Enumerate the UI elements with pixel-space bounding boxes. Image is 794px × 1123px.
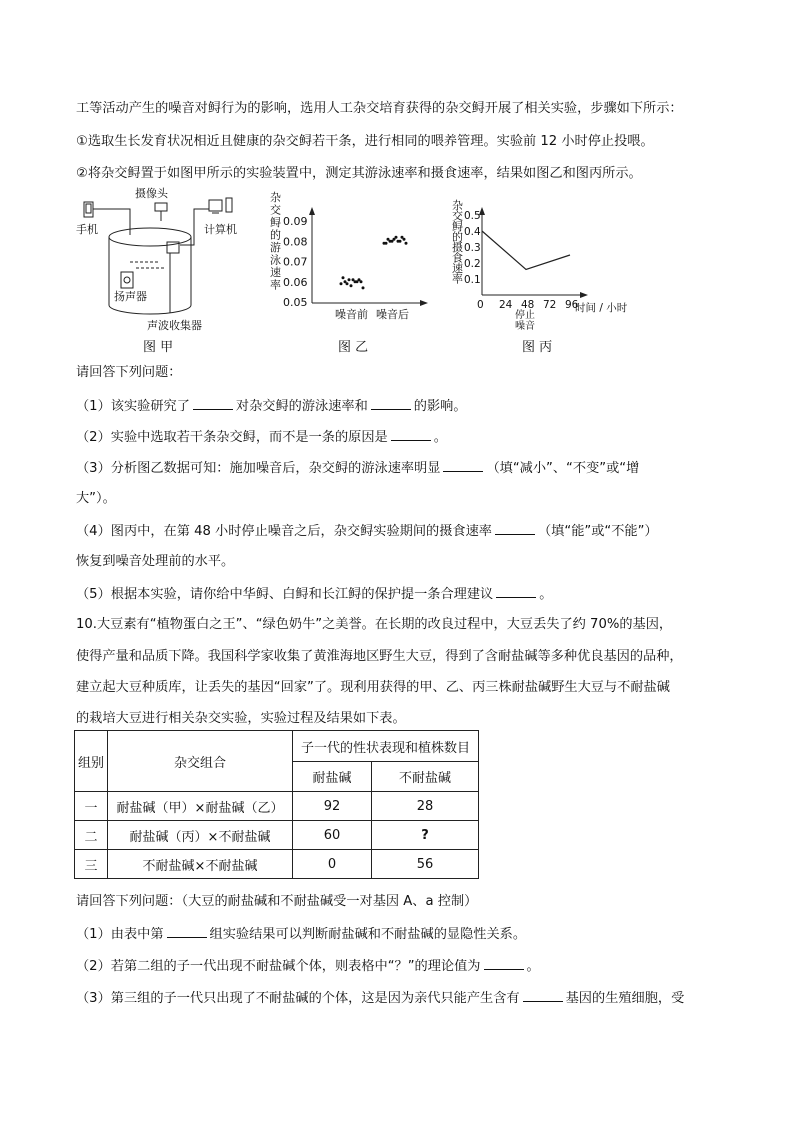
yi-ytick-label: 0.05 <box>283 296 308 309</box>
answer-blank-5[interactable] <box>496 585 536 598</box>
cell-cross: 不耐盐碱×不耐盐碱 <box>108 850 293 879</box>
question-4-cont: 恢复到噪音处理前的水平。 <box>76 554 235 569</box>
stop-noise-label-1: 停止 <box>515 310 535 321</box>
yi-xlabel-after: 噪音后 <box>376 308 409 321</box>
bing-ytick-label: 0.4 <box>464 226 481 238</box>
header-tolerant: 耐盐碱 <box>293 762 372 792</box>
q5-text-a: （5）根据本实验，请你给中华鲟、白鲟和长江鲟的保护提一条合理建议 <box>76 587 494 602</box>
q2-text-b: 。 <box>433 430 447 445</box>
answer-blank-1b[interactable] <box>371 397 411 410</box>
yi-data-point <box>350 284 353 287</box>
b1-text-a: （1）由表中第 <box>76 927 164 942</box>
yi-ylabel-char: 杂 <box>270 191 281 204</box>
yi-data-point <box>385 242 388 245</box>
problem-10-line-1: 10.大豆素有“植物蛋白之王”、“绿色奶牛”之美誉。在长期的改良过程中，大豆丢失了约 70%的基因， <box>76 617 673 632</box>
phone-screen <box>86 204 91 213</box>
yi-x-arrow <box>420 300 428 306</box>
q2-text-a: （2）实验中选取若干条杂交鲟，而不是一条的原因是 <box>76 430 388 445</box>
yi-data-point <box>389 240 392 243</box>
yi-data-point <box>340 282 343 285</box>
bean-question-3 <box>76 989 684 1008</box>
bing-ytick-label: 0.2 <box>464 258 481 270</box>
computer-label: 计算机 <box>204 223 237 236</box>
answer-blank-4[interactable] <box>495 522 535 535</box>
results-table <box>74 730 479 879</box>
answer-blank-1a[interactable] <box>193 397 233 410</box>
answer-blank-b1[interactable] <box>167 925 207 938</box>
header-intolerant: 不耐盐碱 <box>372 762 479 792</box>
cell-tolerant: 60 <box>293 821 372 850</box>
intro-text: 工等活动产生的噪音对鲟行为的影响，选用人工杂交培育获得的杂交鲟开展了相关实验，步骤如下所示： <box>76 101 683 116</box>
question-3-cont: 大”）。 <box>76 491 116 506</box>
cell-group: 一 <box>75 792 108 821</box>
phone-label: 手机 <box>76 223 98 236</box>
camera-icon <box>155 203 167 211</box>
b1-text-b: 组实验结果可以判断耐盐碱和不耐盐碱的显隐性关系。 <box>209 927 527 942</box>
problem-10-line-4: 的栽培大豆进行相关杂交实验，实验过程及结果如下表。 <box>76 711 406 726</box>
q1-text-b: 对杂交鲟的游泳速率和 <box>235 399 368 414</box>
bing-xtick-label: 48 <box>521 299 535 311</box>
bing-ytick-label: 0.5 <box>464 210 481 222</box>
header-group: 组别 <box>75 731 108 792</box>
cell-intolerant: ? <box>372 821 479 850</box>
answer-blank-2[interactable] <box>391 428 431 441</box>
q1-text-a: （1）该实验研究了 <box>76 399 190 414</box>
q4-text-a: （4）图丙中，在第 48 小时停止噪音之后，杂交鲟实验期间的摄食速率 <box>76 524 492 539</box>
bing-xtick-label: 0 <box>477 299 484 311</box>
yi-ylabel-char: 速 <box>270 266 281 279</box>
figure-jia <box>84 198 232 314</box>
figure-yi <box>270 190 428 355</box>
yi-ylabel-char: 鲟 <box>270 216 281 229</box>
q4-text-b: （填“能”或“不能”） <box>538 524 658 539</box>
bing-xtick-label: 72 <box>543 299 557 311</box>
caption-bing: 图 丙 <box>522 340 553 355</box>
bing-ylabel-char: 摄 <box>452 241 463 254</box>
stop-noise-label-2: 噪音 <box>515 321 535 332</box>
bing-xtick-label: 96 <box>565 299 579 311</box>
bean-question-2 <box>76 957 540 976</box>
q3-text-b: （填“减小”、“不变”或“增 <box>486 461 640 476</box>
caption-yi: 图 乙 <box>338 340 369 355</box>
yi-ylabel-char: 率 <box>270 278 281 292</box>
cell-tolerant: 0 <box>293 850 372 879</box>
yi-data-point <box>354 280 357 283</box>
caption-jia: 图 甲 <box>143 340 174 355</box>
yi-data-point <box>397 240 400 243</box>
bing-ylabel-char: 鲟 <box>452 220 463 233</box>
answer-blank-b2[interactable] <box>484 957 524 970</box>
speaker-cone <box>124 277 130 283</box>
yi-data-point <box>342 276 345 279</box>
bing-ylabel-char: 速 <box>452 262 463 275</box>
table-row <box>75 792 479 821</box>
problem-10-line-2: 使得产量和品质下降。我国科学家收集了黄淮海地区野生大豆，得到了含耐盐碱等多种优良基因的品种， <box>76 649 683 664</box>
header-cross: 杂交组合 <box>108 731 293 792</box>
yi-data-point <box>401 236 404 239</box>
bing-ylabel-char: 的 <box>452 230 463 244</box>
yi-xlabel-before: 噪音前 <box>335 308 368 321</box>
header-offspring: 子一代的性状表现和植株数目 <box>293 731 479 762</box>
yi-ytick-label: 0.07 <box>283 255 308 269</box>
question-3 <box>76 459 639 478</box>
yi-ylabel-char: 交 <box>270 203 281 217</box>
yi-data-point <box>358 278 361 281</box>
speaker-icon <box>121 272 133 288</box>
prompt: 请回答下列问题： <box>76 365 182 380</box>
prompt-2: 请回答下列问题：（大豆的耐盐碱和不耐盐碱受一对基因 A、a 控制） <box>76 894 478 909</box>
figures <box>0 185 794 360</box>
answer-blank-3[interactable] <box>443 459 483 472</box>
yi-ytick-label: 0.06 <box>283 275 308 289</box>
collector-label: 声波收集器 <box>147 319 202 332</box>
yi-data-point <box>405 242 408 245</box>
computer-tower <box>226 198 232 212</box>
bing-ylabel-char: 食 <box>452 251 463 265</box>
b2-text-a: （2）若第二组的子一代出现不耐盐碱个体，则表格中“？”的理论值为 <box>76 959 481 974</box>
yi-ylabel-char: 的 <box>270 228 281 242</box>
table-row <box>75 821 479 850</box>
question-5 <box>76 585 552 604</box>
b3-text-a: （3）第三组的子一代只出现了不耐盐碱的个体，这是因为亲代只能产生含有 <box>76 991 520 1006</box>
cell-cross: 耐盐碱（甲）×耐盐碱（乙） <box>108 792 293 821</box>
yi-data-point <box>348 278 351 281</box>
yi-data-point <box>346 282 349 285</box>
bing-ylabel-char: 交 <box>452 209 463 223</box>
yi-data-point <box>393 238 396 241</box>
table-row <box>75 850 479 879</box>
step-2: ②将杂交鲟置于如图甲所示的实验装置中，测定其游泳速率和摄食速率，结果如图乙和图丙所示。 <box>76 166 642 181</box>
yi-ytick-label: 0.08 <box>283 235 308 249</box>
question-4 <box>76 522 658 541</box>
bing-ylabel-char: 率 <box>452 272 463 286</box>
b3-text-b: 基因的生殖细胞，受 <box>565 991 685 1006</box>
q1-text-c: 的影响。 <box>413 399 467 414</box>
b2-text-b: 。 <box>526 959 540 974</box>
yi-y-arrow <box>309 207 315 215</box>
camera-label: 摄像头 <box>135 187 168 200</box>
cell-group: 二 <box>75 821 108 850</box>
q5-text-b: 。 <box>539 587 553 602</box>
bing-xtick-label: 24 <box>499 299 513 311</box>
cell-group: 三 <box>75 850 108 879</box>
answer-blank-b3[interactable] <box>523 989 563 1002</box>
yi-ylabel-char: 游 <box>270 241 281 254</box>
question-1 <box>76 397 467 416</box>
computer-icon <box>209 200 222 211</box>
cell-intolerant: 56 <box>372 850 479 879</box>
q3-text-a: （3）分析图乙数据可知：施加噪音后，杂交鲟的游泳速率明显 <box>76 461 441 476</box>
bing-series-line <box>482 231 570 269</box>
problem-10-line-3: 建立起大豆种质库，让丢失的基因“回家”了。现利用获得的甲、乙、丙三株耐盐碱野生大豆与不耐盐碱 <box>76 680 670 695</box>
bing-ylabel-char: 杂 <box>452 199 463 212</box>
bing-ytick-label: 0.3 <box>464 242 481 254</box>
yi-ylabel-char: 泳 <box>270 253 281 267</box>
cell-tolerant: 92 <box>293 792 372 821</box>
bing-x-axis-label: 时间 / 小时 <box>575 302 628 314</box>
step-1: ①选取生长发育状况相近且健康的杂交鲟若干条，进行相同的喂养管理。实验前 12 小时停止投喂。 <box>76 134 654 149</box>
yi-ytick-label: 0.09 <box>283 215 308 228</box>
cell-intolerant: 28 <box>372 792 479 821</box>
yi-data-point <box>362 286 365 289</box>
bing-ytick-label: 0.1 <box>464 274 481 286</box>
speaker-label: 扬声器 <box>114 290 147 303</box>
bing-x-arrow <box>580 292 588 298</box>
figure-bing <box>452 198 628 355</box>
bean-question-1 <box>76 925 526 944</box>
cell-cross: 耐盐碱（丙）×不耐盐碱 <box>108 821 293 850</box>
question-2 <box>76 428 447 447</box>
